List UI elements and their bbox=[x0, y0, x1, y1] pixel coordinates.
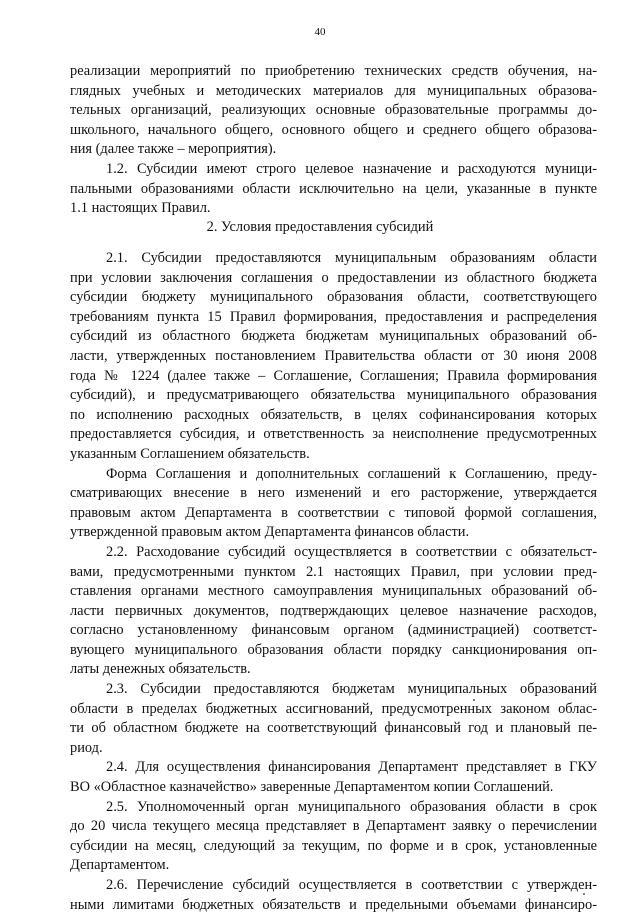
text-line: ными лимитами бюджетных обязательств и предельными объемами финансиро- bbox=[70, 896, 597, 913]
text-line: латы денежных обязательств. bbox=[70, 661, 251, 678]
text-line: по исполнению расходных обязательств, в целях софинансирования которых bbox=[70, 406, 597, 423]
text-line: глядных учебных и методических материалов для муниципальных образова- bbox=[70, 82, 597, 99]
text-line: сматривающих внесение в него изменений и его расторжение, утверждается bbox=[70, 485, 597, 502]
text-line: 2.3. Субсидии предоставляются бюджетам муниципальных образований bbox=[106, 681, 597, 698]
text-line: пальными образованиями области исключительно на цели, указанные в пункте bbox=[70, 180, 597, 197]
text-line: согласно установленному финансовым органом (администрацией) соответст- bbox=[70, 622, 597, 639]
text-line: тельных организаций, реализующих основные образовательные программы до- bbox=[70, 102, 597, 119]
text-line: области в пределах бюджетных ассигнований, предусмотренных законом облас- bbox=[70, 700, 597, 717]
text-line: ВО «Областное казначейство» заверенные Департаментом копии Соглашений. bbox=[70, 779, 554, 796]
text-line: школьного, начального общего, основного общего и среднего общего образова- bbox=[70, 121, 597, 138]
text-line: 2.4. Для осуществления финансирования Департамент представляет в ГКУ bbox=[106, 759, 597, 776]
text-line: субсидий), и предусматривающего обязательства муниципального образования bbox=[70, 387, 597, 404]
text-line: правовым актом Департамента в соответствии с типовой формой соглашения, bbox=[70, 504, 597, 521]
text-line: риод. bbox=[70, 739, 103, 756]
scan-speck bbox=[473, 699, 475, 701]
text-line: 2.1. Субсидии предоставляются муниципальным образованиям области bbox=[106, 250, 597, 266]
text-line: 1.1 настоящих Правил. bbox=[70, 200, 211, 217]
section-heading: 2. Условия предоставления субсидий bbox=[206, 219, 434, 235]
text-line: вами, предусмотренными пунктом 2.1 настоящих Правил, при условии пред- bbox=[70, 563, 597, 580]
text-line: вующего муниципального образования области порядку санкционирования оп- bbox=[70, 641, 597, 658]
text-line: субсидии на месяц, следующий за текущим, по форме и в срок, установленные bbox=[70, 837, 597, 854]
text-line: субсидий из областного бюджета бюджетам муниципальных образований об- bbox=[70, 328, 597, 345]
text-line: ласти первичных документов, подтверждающих целевое назначение расходов, bbox=[70, 602, 597, 619]
text-line: Департаментом. bbox=[70, 857, 170, 874]
text-line: ставления органами местного самоуправления муниципальных образований об- bbox=[70, 583, 597, 600]
text-line: 2.6. Перечисление субсидий осуществляется в соответствии с утвержден- bbox=[106, 877, 597, 893]
text-line: ти об областном бюджете на соответствующий финансовый год и плановый пе- bbox=[70, 720, 597, 737]
text-block-conditions bbox=[70, 249, 597, 915]
text-line: до 20 числа текущего месяца представляет в Департамент заявку о перечислении bbox=[70, 818, 597, 835]
text-line: предоставляется субсидия, и ответственность за неисполнение предусмотренных bbox=[70, 426, 597, 443]
page-number: 40 bbox=[314, 26, 326, 38]
text-line: года № 1224 (далее также – Соглашение, Соглашения; Правила формирования bbox=[70, 367, 597, 384]
text-line: указанным Соглашением обязательств. bbox=[70, 445, 310, 462]
text-line: утвержденной правовым актом Департамента финансов области. bbox=[70, 524, 470, 541]
text-line: при условии заключения соглашения о предоставлении из областного бюджета bbox=[70, 269, 597, 286]
text-line: ласти, утвержденных постановлением Правительства области от 30 июня 2008 bbox=[70, 347, 597, 364]
text-block-intro bbox=[70, 62, 597, 219]
text-line: требованиям пункта 15 Правил формирования, предоставления и распределения bbox=[70, 308, 597, 325]
text-line: 2.5. Уполномоченный орган муниципального образования области в срок bbox=[106, 798, 597, 815]
text-line: Форма Соглашения и дополнительных соглашений к Соглашению, преду- bbox=[106, 465, 597, 482]
scan-speck bbox=[583, 893, 585, 895]
text-line: субсидии бюджету муниципального образования области, соответствующего bbox=[70, 289, 597, 306]
text-line: ния (далее также – мероприятия). bbox=[70, 141, 277, 158]
text-line: 1.2. Субсидии имеют строго целевое назначение и расходуются муници- bbox=[106, 160, 597, 177]
text-line: реализации мероприятий по приобретению технических средств обучения, на- bbox=[70, 63, 597, 79]
text-line: 2.2. Расходование субсидий осуществляется в соответствии с обязательст- bbox=[106, 543, 597, 560]
